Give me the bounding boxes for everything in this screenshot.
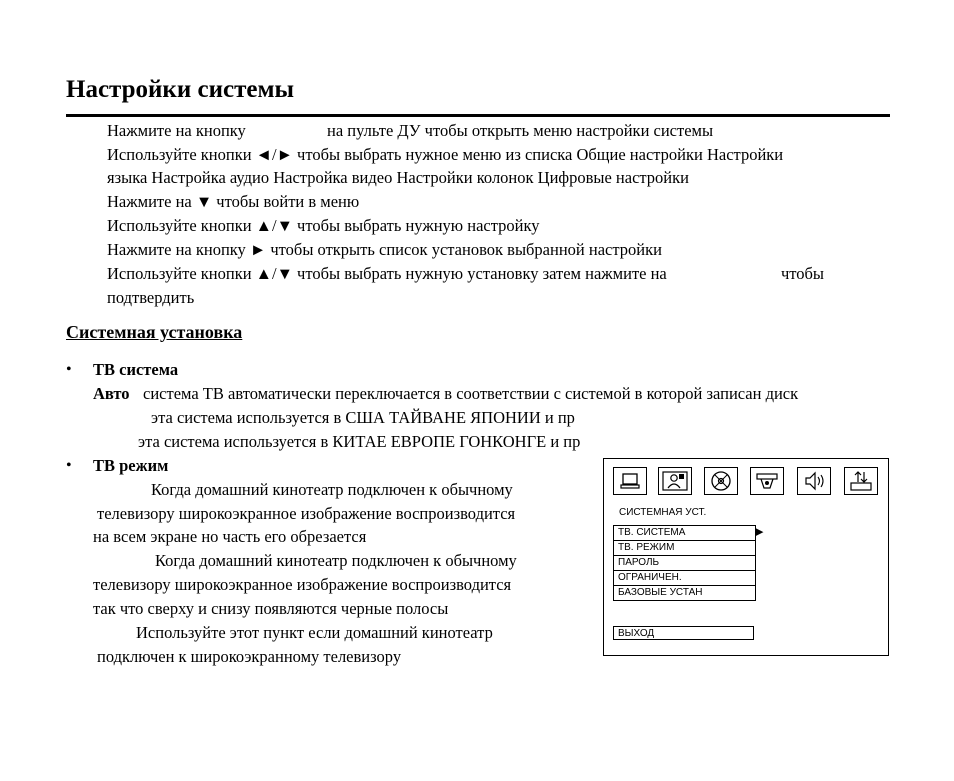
menu-item-rating[interactable]: ОГРАНИЧЕН.: [614, 571, 755, 586]
setup-menu-panel: [603, 458, 889, 656]
intro-line-5: Используйте кнопки ▲/▼ чтобы выбрать нужную настройку: [107, 216, 540, 235]
intro-line-1a: Нажмите на кнопку: [107, 121, 246, 140]
intro-line-6: Нажмите на кнопку ► чтобы открыть список установок выбранной настройки: [107, 240, 662, 259]
section-title: Системная установка: [66, 322, 243, 342]
tv-mode-line-3: на всем экране но часть его обрезается: [93, 527, 367, 546]
tv-system-auto-label: Авто: [93, 384, 130, 403]
tv-system-auto-text: система ТВ автоматически переключается в соответствии с системой в которой записан диск: [143, 384, 799, 403]
system-setup-label: СИСТЕМНАЯ УСТ.: [619, 507, 707, 518]
tv-mode-line-1: Когда домашний кинотеатр подключен к обычному: [151, 480, 513, 499]
menu-item-password[interactable]: ПАРОЛЬ: [614, 556, 755, 571]
selection-arrow-icon: ▶: [755, 526, 764, 538]
tv-system-line-2: эта система используется в США ТАЙВАНЕ ЯПОНИИ и пр: [151, 408, 575, 427]
projector-icon[interactable]: [750, 467, 784, 495]
intro-line-4: Нажмите на ▼ чтобы войти в меню: [107, 192, 360, 211]
intro-line-7a: Используйте кнопки ▲/▼ чтобы выбрать нужную установку затем нажмите на: [107, 264, 667, 283]
menu-item-default[interactable]: БАЗОВЫЕ УСТАН: [614, 586, 755, 601]
tv-mode-line-4: Когда домашний кинотеатр подключен к обычному: [155, 551, 517, 570]
intro-line-2: Используйте кнопки ◄/► чтобы выбрать нужное меню из списка Общие настройки Настройки: [107, 145, 784, 164]
tv-system-line-3: эта система используется в КИТАЕ ЕВРОПЕ ГОНКОНГЕ и пр: [138, 432, 581, 451]
bullet-tv-mode: •: [66, 457, 72, 474]
menu-item-tv-system[interactable]: ТВ. СИСТЕМА: [614, 526, 755, 541]
tv-mode-line-7: Используйте этот пункт если домашний кинотеатр: [136, 623, 493, 642]
menu-item-tv-mode[interactable]: ТВ. РЕЖИМ: [614, 541, 755, 556]
speaker-icon[interactable]: [797, 467, 831, 495]
language-person-icon[interactable]: [658, 467, 692, 495]
monitor-icon[interactable]: [613, 467, 647, 495]
intro-line-1b: на пульте ДУ чтобы открыть меню настройки системы: [327, 121, 714, 140]
intro-line-7b: чтобы: [781, 264, 825, 283]
exit-menu-item[interactable]: ВЫХОД: [613, 626, 754, 640]
page-title: Настройки системы: [66, 76, 295, 103]
digital-settings-icon[interactable]: [844, 467, 878, 495]
intro-line-3: языка Настройка аудио Настройка видео Настройки колонок Цифровые настройки: [107, 168, 689, 187]
tv-system-heading: ТВ система: [93, 360, 179, 379]
title-divider: [66, 114, 890, 117]
bullet-tv-system: •: [66, 361, 72, 378]
tv-mode-line-5: телевизору широкоэкранное изображение воспроизводится: [93, 575, 512, 594]
setup-menu-list: [613, 525, 756, 601]
tv-mode-line-2: телевизору широкоэкранное изображение воспроизводится: [97, 504, 516, 523]
tv-mode-line-6: так что сверху и снизу появляются черные полосы: [93, 599, 449, 618]
intro-line-8: подтвердить: [107, 288, 195, 307]
tv-mode-line-8: подключен к широкоэкранному телевизору: [97, 647, 402, 666]
tv-mode-heading: ТВ режим: [93, 456, 169, 475]
disc-icon[interactable]: [704, 467, 738, 495]
